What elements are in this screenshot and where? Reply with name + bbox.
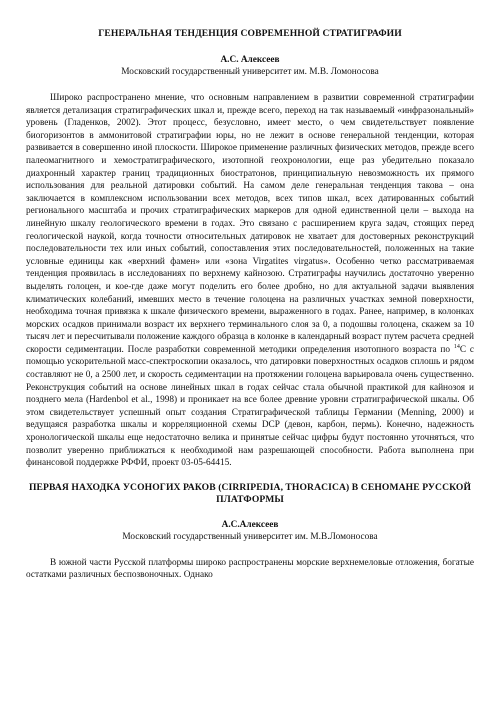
isotope-superscript: 14 [453,343,460,350]
second-article-body: В южной части Русской платформы широко распространены морские верхнемеловые отложения, богатые остатками различных беспозвоночных. Однако [26,557,474,581]
article-body-text-part1: Широко распространено мнение, что основным направлением в развитии современной стратиграфии является детализация стратиграфических шкал и, прежде всего, переход на так называемый «инфразональный» уровень (Гладенков, 2002). Этот процесс, безусловно, имеет место, о чем свидетельствует появление биогоризонтов в аммонитовой стратиграфии юры, но не лежит в основе генеральной тенденции, которая развивается в совершенно иной плоскости. Широкое применение различных физических методов, прежде всего палеомагнитного и хемостратиграфического, изотопной геохронологии, еще раз убедительно показало диахронный характер границ традиционных биостратонов, принципиальную невозможность их прямого использования для реальной датировки событий. На самом деле генеральная тенденция такова – она заключается в комплексном использовании всех методов, всех типов шкал, всех датированных событий регионального масштаба и прочих стратиграфических маркеров для одной единственной цели – выхода на линейную шкалу геологического времени в годах. Это связано с расширением круга задач, стоящих перед геологической наукой, когда точности относительных датировок не хватает для достоверных реконструкций последовательности тех или иных событий, сопоставления этих последовательностей, положенных на такие условные единицы как «верхний фамен» или «зона Virgatites virgatus». Особенно четко рассматриваемая тенденция проявилась в исследованиях по верхнему кайнозою. Стратиграфы научились достаточно уверенно выделять голоцен, и кое-где даже могут поделить его более дробно, но для актуальной задачи выявления климатических колебаний, имевших место в течение голоцена на различных участках земной поверхности, необходима точная привязка к шкале физического времени, выраженного в годах. Ранее, например, в колонках морских осадков принимали возраст их верхнего терминального слоя за 0, а подошвы голоцена, скажем за 10 тысяч лет и пересчитывали положение каждого образца в колонке в календарный возраст путем расчета средней скорости седиментации. После разработки современной методики определения изотопного возраста по [26,93,474,355]
article-author: А.С. Алексеев [220,55,280,65]
second-article-affiliation: Московский государственный университет им. М.В.Ломоносова [122,531,378,542]
article-body-text-part2: С с помощью ускорительной масс-спектроскопии оказалось, что датировки поверхностных осадков сплошь и рядом составляют не 0, а 2500 лет, и скорость седиментации на протяжении голоцена варьировала очень существенно. Реконструкция событий на основе линейных шкал в годах сейчас стала обычной практикой для кайнозоя и позднего мела (Hardenbol et al., 1998) и проникает на все более древние уровни стратиграфической шкалы. Об этом свидетельствует успешный опыт создания Стратиграфической таблицы Германии (Menning, 2000) и ведущаяся разработка шкалы и корреляционной схемы DCP (девон, карбон, пермь). Конечно, надежность хронологической шкалы еще недостаточно велика и принятые сейчас цифры будут постоянно уточняться, что позволит уверенно приближаться к необходимой нам разрешающей способности. Работа выполнена при финансовой поддержке РФФИ, проект 03-05-64415. [26,344,475,469]
article-title: ГЕНЕРАЛЬНАЯ ТЕНДЕНЦИЯ СОВРЕМЕННОЙ СТРАТИГРАФИИ [98,28,402,39]
article-body [26,92,474,470]
second-article-title: ПЕРВАЯ НАХОДКА УСОНОГИХ РАКОВ (CIRRIPEDIA, THORACICA) В СЕНОМАНЕ РУССКОЙ ПЛАТФОРМЫ [28,481,472,505]
second-article-author: А.С.Алексеев [221,519,279,530]
article-affiliation: Московский государственный университет им. М.В. Ломоносова [121,67,379,77]
